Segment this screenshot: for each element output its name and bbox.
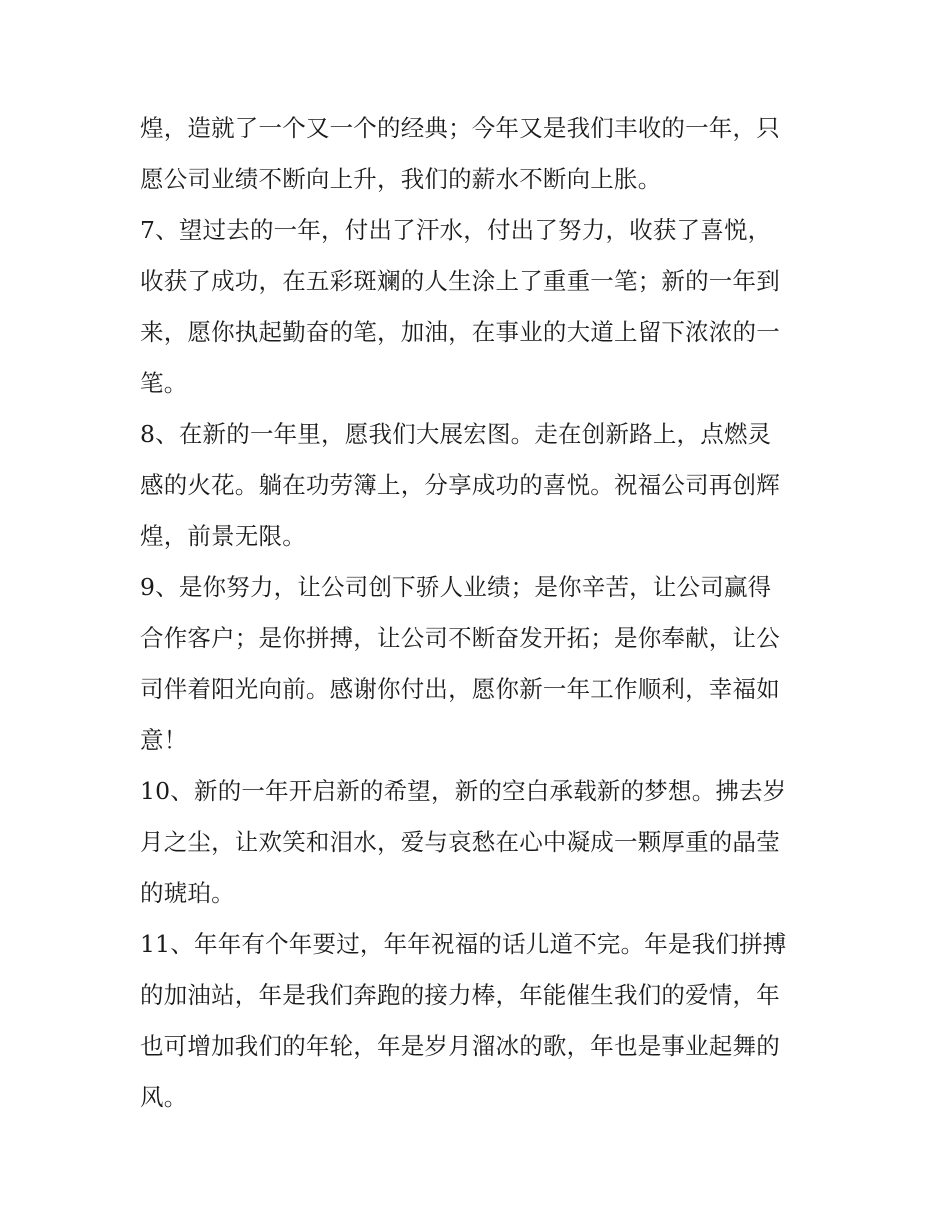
text-line: 也可增加我们的年轮，年是岁月溜冰的歌，年也是事业起舞的 xyxy=(140,1032,780,1060)
text-line: 的琥珀。 xyxy=(140,879,235,907)
text-line: 来，愿你执起勤奋的笔，加油，在事业的大道上留下浓浓的一 xyxy=(140,318,780,346)
text-line: 10、新的一年开启新的希望，新的空白承载新的梦想。拂去岁 xyxy=(140,777,787,805)
document-body xyxy=(140,103,820,1123)
text-line: 8、在新的一年里，愿我们大展宏图。走在创新路上，点燃灵 xyxy=(140,420,772,448)
text-line: 司伴着阳光向前。感谢你付出，愿你新一年工作顺利，幸福如 xyxy=(140,675,780,703)
text-line: 煌，前景无限。 xyxy=(140,522,306,550)
text-line: 收获了成功，在五彩斑斓的人生涂上了重重一笔；新的一年到 xyxy=(140,267,780,295)
text-line: 风。 xyxy=(140,1083,188,1111)
text-line: 的加油站，年是我们奔跑的接力棒，年能催生我们的爱情，年 xyxy=(140,981,780,1009)
text-line: 11、年年有个年要过，年年祝福的话儿道不完。年是我们拼搏 xyxy=(140,930,787,958)
text-line: 月之尘，让欢笑和泪水，爱与哀愁在心中凝成一颗厚重的晶莹 xyxy=(140,828,780,856)
text-line: 愿公司业绩不断向上升，我们的薪水不断向上胀。 xyxy=(140,165,662,193)
text-line: 感的火花。躺在功劳簿上，分享成功的喜悦。祝福公司再创辉 xyxy=(140,471,780,499)
text-line: 意！ xyxy=(140,726,188,754)
text-line: 7、望过去的一年，付出了汗水，付出了努力，收获了喜悦， xyxy=(140,216,772,244)
text-line: 煌，造就了一个又一个的经典；今年又是我们丰收的一年，只 xyxy=(140,114,780,142)
text-line: 9、是你努力，让公司创下骄人业绩；是你辛苦，让公司赢得 xyxy=(140,573,772,601)
text-line: 笔。 xyxy=(140,369,188,397)
text-line: 合作客户；是你拼搏，让公司不断奋发开拓；是你奉献，让公 xyxy=(140,624,780,652)
